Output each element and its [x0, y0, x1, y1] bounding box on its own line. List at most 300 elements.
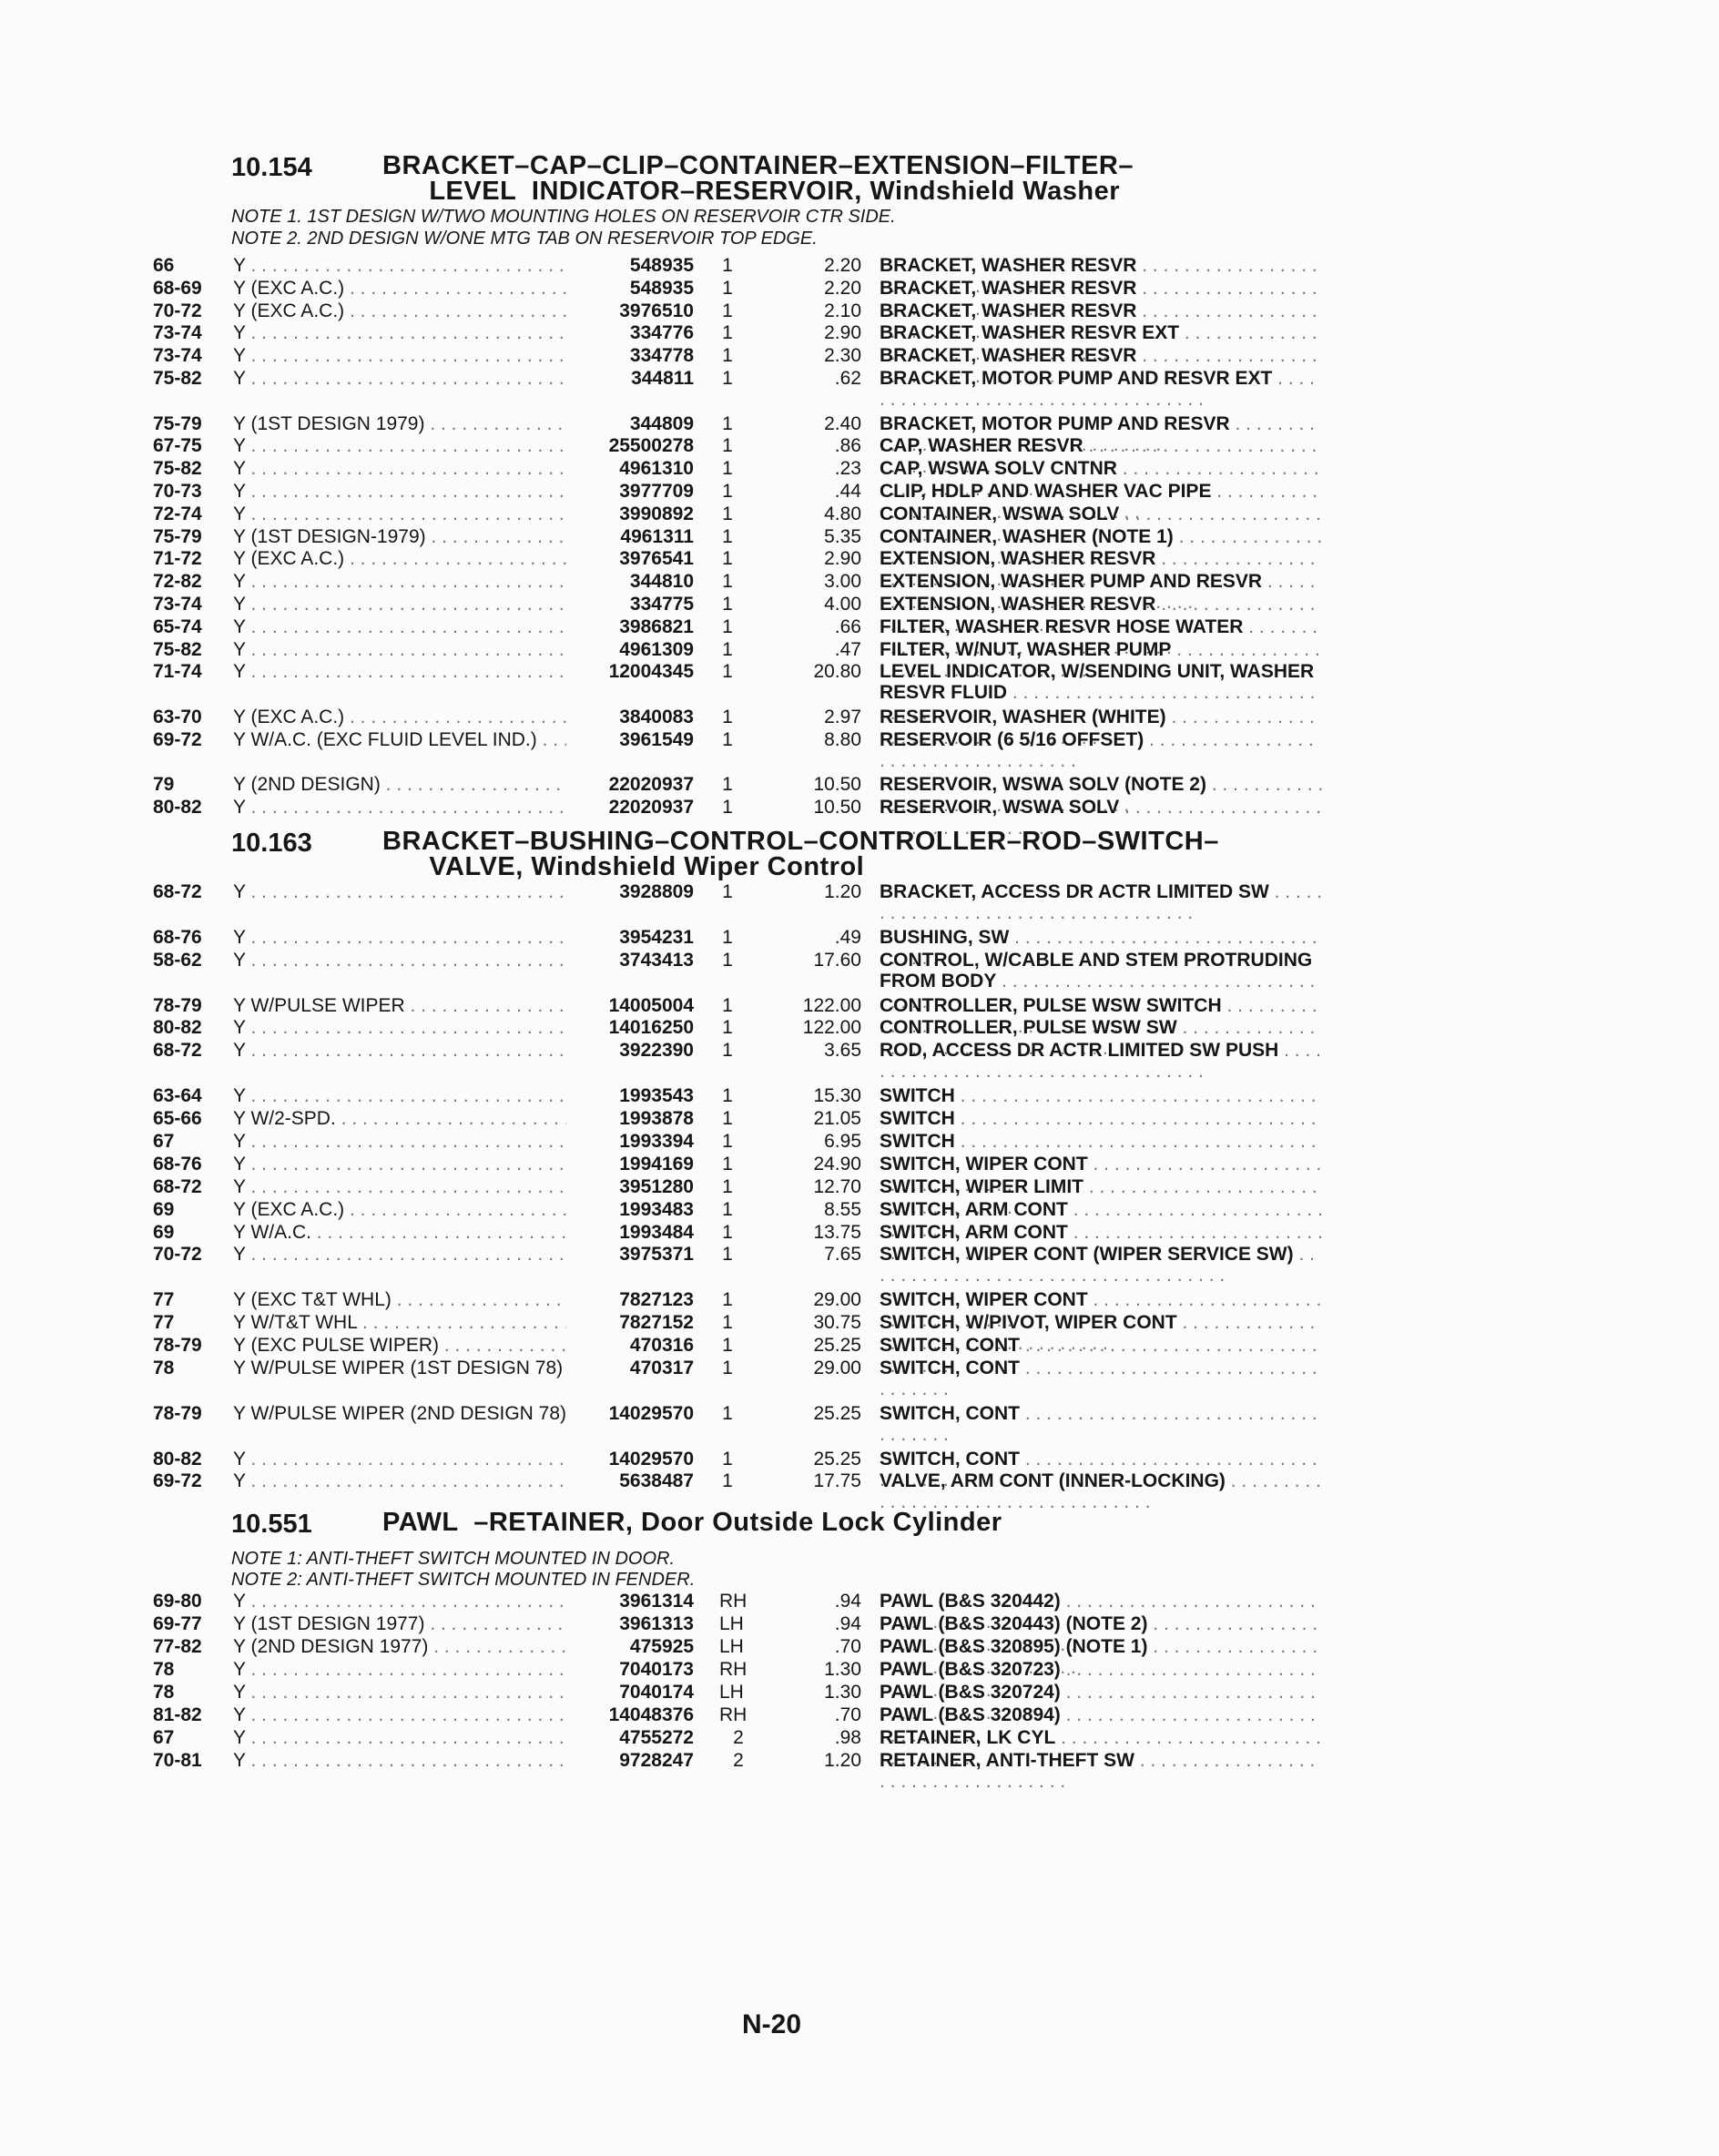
quantity: 1	[722, 1402, 733, 1424]
model-years: 73-74	[153, 345, 202, 367]
usage-code: Y (EXC A.C.) . . .	[233, 278, 566, 299]
price: 17.75	[813, 1470, 861, 1492]
quantity: 1	[722, 1221, 733, 1243]
model-years: 68-76	[153, 926, 202, 948]
quantity: 1	[722, 277, 733, 299]
model-years: 65-74	[153, 615, 202, 637]
part-number: 470316	[629, 1335, 694, 1356]
quantity: 1	[722, 1244, 733, 1266]
part-number: 1993483	[619, 1198, 694, 1220]
model-years: 79	[153, 774, 175, 796]
section-number: 10.551	[231, 1510, 312, 1539]
part-description: ROD, ACCESS DR ACTR LIMITED SW PUSH . . .	[880, 1040, 1324, 1082]
usage-code: Y . . .	[233, 881, 566, 902]
model-years: 80-82	[153, 1448, 202, 1470]
part-description: BRACKET, MOTOR PUMP AND RESVR . . .	[880, 413, 1324, 455]
quantity: 1	[722, 661, 733, 683]
part-number: 3961549	[619, 728, 694, 750]
price: 30.75	[813, 1312, 861, 1334]
usage-code: Y . . .	[233, 345, 566, 366]
section-title: PAWL –RETAINER, Door Outside Lock Cylinder	[382, 1508, 1002, 1537]
quantity: 1	[722, 1448, 733, 1470]
quantity: 1	[722, 1017, 733, 1039]
section-number: 10.163	[231, 829, 312, 858]
part-description: BRACKET, WASHER RESVR EXT . . .	[880, 322, 1324, 364]
usage-code: Y (EXC A.C.) . . .	[233, 300, 566, 321]
price: 2.10	[824, 300, 861, 321]
model-years: 69	[153, 1198, 175, 1220]
part-description: SWITCH, W/PIVOT, WIPER CONT . . .	[880, 1312, 1324, 1354]
part-description: PAWL (B&S 320894) . . .	[880, 1704, 1324, 1746]
price: 10.50	[813, 774, 861, 796]
part-number: 1993484	[619, 1221, 694, 1243]
usage-code: Y W/T&T WHL . . .	[233, 1312, 566, 1333]
part-description: PAWL (B&S 320443) (NOTE 2) . . .	[880, 1613, 1324, 1655]
price: 1.30	[824, 1659, 861, 1680]
model-years: 67-75	[153, 435, 202, 457]
page-number: N-20	[742, 2009, 802, 2039]
usage-code: Y . . .	[233, 1750, 566, 1771]
price: 7.65	[824, 1244, 861, 1266]
model-years: 71-74	[153, 661, 202, 683]
usage-code: Y . . .	[233, 661, 566, 682]
quantity: 1	[722, 1040, 733, 1062]
price: 122.00	[802, 1017, 861, 1039]
part-number: 14005004	[608, 994, 694, 1016]
quantity: 1	[722, 368, 733, 389]
part-number: 3951280	[619, 1175, 694, 1197]
usage-code: Y (1ST DESIGN 1977) . . .	[233, 1613, 566, 1634]
model-years: 69	[153, 1221, 175, 1243]
usage-code: Y . . .	[233, 503, 566, 524]
part-description: CAP, WASHER RESVR . . .	[880, 435, 1324, 477]
quantity: 1	[722, 458, 733, 480]
price: .70	[834, 1704, 861, 1725]
quantity: 1	[722, 300, 733, 321]
part-description: RETAINER, ANTI-THEFT SW . . .	[880, 1750, 1324, 1792]
quantity: 1	[722, 594, 733, 615]
usage-code: Y (1ST DESIGN 1979) . . .	[233, 413, 566, 434]
quantity: 1	[722, 881, 733, 902]
quantity: 1	[722, 1108, 733, 1129]
price: 1.20	[824, 881, 861, 902]
part-number: 334778	[629, 345, 694, 367]
part-number: 4755272	[619, 1727, 694, 1748]
part-description: SWITCH, WIPER CONT . . .	[880, 1154, 1324, 1195]
part-number: 3990892	[619, 503, 694, 524]
model-years: 75-79	[153, 412, 202, 434]
quantity: 1	[722, 322, 733, 344]
price: .44	[834, 481, 861, 502]
part-number: 334775	[629, 594, 694, 615]
quantity: 1	[722, 774, 733, 796]
part-description: EXTENSION, WASHER RESVR . . .	[880, 548, 1324, 590]
usage-code: Y . . .	[233, 1154, 566, 1175]
side-code: LH	[719, 1682, 744, 1703]
model-years: 77-82	[153, 1636, 202, 1657]
section-note: NOTE 2: ANTI-THEFT SWITCH MOUNTED IN FENDER.	[231, 1570, 696, 1590]
price: 2.20	[824, 255, 861, 276]
part-description: CONTROL, W/CABLE AND STEM PROTRUDING FROM BODY . . .	[880, 950, 1324, 1012]
part-description: LEVEL INDICATOR, W/SENDING UNIT, WASHER RESVR FLUID . . .	[880, 661, 1324, 724]
part-description: RESERVOIR, WSWA SOLV (NOTE 2) . . .	[880, 774, 1324, 816]
quantity: 1	[722, 615, 733, 637]
part-description: PAWL (B&S 320723) . . .	[880, 1659, 1324, 1701]
usage-code: Y (EXC A.C.) . . .	[233, 707, 566, 727]
model-years: 78-79	[153, 1335, 202, 1356]
quantity: 1	[722, 638, 733, 660]
quantity: 1	[722, 1312, 733, 1334]
part-description: SWITCH, WIPER CONT . . .	[880, 1289, 1324, 1331]
usage-code: Y W/A.C. (EXC FLUID LEVEL IND.) . . .	[233, 729, 566, 750]
part-number: 3976541	[619, 548, 694, 570]
price: .98	[834, 1727, 861, 1748]
usage-code: Y . . .	[233, 950, 566, 971]
part-number: 5638487	[619, 1470, 694, 1492]
model-years: 75-82	[153, 638, 202, 660]
model-years: 72-82	[153, 571, 202, 593]
quantity: 1	[722, 435, 733, 457]
usage-code: Y . . .	[233, 481, 566, 502]
usage-code: Y . . .	[233, 322, 566, 343]
usage-code: Y (EXC A.C.) . . .	[233, 1199, 566, 1220]
model-years: 58-62	[153, 949, 202, 971]
usage-code: Y W/PULSE WIPER . . .	[233, 995, 566, 1016]
usage-code: Y . . .	[233, 639, 566, 660]
price: 25.25	[813, 1402, 861, 1424]
usage-code: Y W/PULSE WIPER (1ST DESIGN 78) . . .	[233, 1358, 566, 1378]
part-number: 25500278	[608, 435, 694, 457]
usage-code: Y . . .	[233, 1244, 566, 1265]
usage-code: Y (EXC T&T WHL) . . .	[233, 1289, 566, 1310]
price: 8.80	[824, 728, 861, 750]
part-number: 3922390	[619, 1040, 694, 1062]
price: .23	[834, 458, 861, 480]
part-description: FILTER, WASHER RESVR HOSE WATER . . .	[880, 616, 1324, 658]
part-number: 3977709	[619, 481, 694, 502]
quantity: 1	[722, 949, 733, 971]
part-number: 3976510	[619, 300, 694, 321]
price: 20.80	[813, 661, 861, 683]
section-number: 10.154	[231, 153, 312, 182]
quantity: 1	[722, 994, 733, 1016]
model-years: 78	[153, 1682, 175, 1703]
part-description: CONTROLLER, PULSE WSW SWITCH . . .	[880, 995, 1324, 1037]
side-code: RH	[719, 1704, 747, 1725]
model-years: 69-72	[153, 1470, 202, 1492]
quantity: 1	[722, 926, 733, 948]
model-years: 68-69	[153, 277, 202, 299]
part-description: BUSHING, SW . . .	[880, 927, 1324, 969]
usage-code: Y . . .	[233, 1040, 566, 1061]
part-description: PAWL (B&S 320442) . . .	[880, 1591, 1324, 1632]
part-number: 14016250	[608, 1017, 694, 1039]
part-number: 3961313	[619, 1613, 694, 1634]
usage-code: Y . . .	[233, 1176, 566, 1197]
usage-code: Y W/2-SPD. . . .	[233, 1108, 566, 1129]
model-years: 67	[153, 1130, 175, 1152]
price: 122.00	[802, 994, 861, 1016]
section-note: NOTE 2. 2ND DESIGN W/ONE MTG TAB ON RESERVOIR TOP EDGE.	[231, 229, 818, 249]
model-years: 75-79	[153, 525, 202, 547]
usage-code: Y . . .	[233, 1682, 566, 1703]
price: 3.65	[824, 1040, 861, 1062]
usage-code: Y . . .	[233, 255, 566, 276]
usage-code: Y W/PULSE WIPER (2ND DESIGN 78) . . .	[233, 1403, 566, 1424]
price: 8.55	[824, 1198, 861, 1220]
part-description: FILTER, W/NUT, WASHER PUMP . . .	[880, 639, 1324, 681]
quantity: 1	[722, 1198, 733, 1220]
side-code: LH	[719, 1613, 744, 1634]
quantity: 1	[722, 503, 733, 524]
model-years: 68-76	[153, 1153, 202, 1175]
model-years: 77	[153, 1289, 175, 1311]
quantity: 1	[722, 571, 733, 593]
quantity: 1	[722, 1085, 733, 1107]
part-description: RESERVOIR (6 5/16 OFFSET) . . .	[880, 729, 1324, 771]
price: .94	[834, 1613, 861, 1634]
usage-code: Y . . .	[233, 435, 566, 456]
model-years: 75-82	[153, 368, 202, 389]
price: 1.30	[824, 1682, 861, 1703]
side-code: RH	[719, 1591, 747, 1612]
price: 2.90	[824, 548, 861, 570]
price: .47	[834, 638, 861, 660]
part-number: 3840083	[619, 707, 694, 727]
model-years: 65-66	[153, 1108, 202, 1129]
part-description: RESERVOIR, WASHER (WHITE) . . .	[880, 707, 1324, 748]
quantity: 2	[733, 1750, 744, 1771]
part-number: 7040173	[619, 1659, 694, 1680]
usage-code: Y . . .	[233, 1591, 566, 1612]
part-description: EXTENSION, WASHER RESVR . . .	[880, 594, 1324, 636]
price: 24.90	[813, 1153, 861, 1175]
part-number: 4961311	[620, 525, 694, 547]
price: 6.95	[824, 1130, 861, 1152]
part-description: SWITCH, CONT . . .	[880, 1358, 1324, 1399]
quantity: 1	[722, 797, 733, 819]
usage-code: Y (2ND DESIGN 1977) . . .	[233, 1636, 566, 1657]
price: .86	[834, 435, 861, 457]
quantity: 1	[722, 1357, 733, 1378]
model-years: 73-74	[153, 322, 202, 344]
part-number: 548935	[629, 255, 694, 276]
part-description: SWITCH . . .	[880, 1131, 1324, 1173]
part-number: 344810	[629, 571, 694, 593]
part-number: 7827123	[619, 1289, 694, 1311]
part-number: 1993878	[619, 1108, 694, 1129]
price: 29.00	[813, 1357, 861, 1378]
part-number: 9728247	[619, 1750, 694, 1771]
part-number: 7040174	[619, 1682, 694, 1703]
quantity: 1	[722, 1175, 733, 1197]
quantity: 1	[722, 525, 733, 547]
part-description: SWITCH, CONT . . .	[880, 1449, 1324, 1490]
usage-code: Y W/A.C. . . .	[233, 1222, 566, 1243]
part-number: 1993394	[619, 1130, 694, 1152]
usage-code: Y . . .	[233, 594, 566, 615]
quantity: 1	[722, 1289, 733, 1311]
part-description: SWITCH, WIPER LIMIT . . .	[880, 1176, 1324, 1218]
model-years: 78-79	[153, 1402, 202, 1424]
model-years: 71-72	[153, 548, 202, 570]
part-description: PAWL (B&S 320895) (NOTE 1) . . .	[880, 1636, 1324, 1678]
part-number: 548935	[629, 277, 694, 299]
part-number: 7827152	[619, 1312, 694, 1334]
part-number: 3961314	[619, 1591, 694, 1612]
price: 2.30	[824, 345, 861, 367]
price: 13.75	[813, 1221, 861, 1243]
part-description: BRACKET, WASHER RESVR . . .	[880, 300, 1324, 342]
quantity: 1	[722, 1153, 733, 1175]
price: 12.70	[813, 1175, 861, 1197]
model-years: 70-72	[153, 1244, 202, 1266]
part-description: BRACKET, ACCESS DR ACTR LIMITED SW . . .	[880, 881, 1324, 923]
quantity: 1	[722, 1335, 733, 1356]
price: 4.00	[824, 594, 861, 615]
model-years: 77	[153, 1312, 175, 1334]
part-number: 14048376	[608, 1704, 694, 1725]
part-number: 3743413	[619, 949, 694, 971]
model-years: 72-74	[153, 503, 202, 524]
model-years: 73-74	[153, 594, 202, 615]
usage-code: Y . . .	[233, 1659, 566, 1680]
price: .62	[834, 368, 861, 389]
model-years: 80-82	[153, 1017, 202, 1039]
usage-code: Y . . .	[233, 458, 566, 479]
usage-code: Y . . .	[233, 797, 566, 818]
part-description: SWITCH . . .	[880, 1108, 1324, 1150]
price: .70	[834, 1636, 861, 1657]
part-description: BRACKET, WASHER RESVR . . .	[880, 345, 1324, 387]
section-note: NOTE 1. 1ST DESIGN W/TWO MOUNTING HOLES ON RESERVOIR CTR SIDE.	[231, 207, 896, 227]
section-title: BRACKET–BUSHING–CONTROL–CONTROLLER–ROD–SWITCH– VALVE, Windshield Wiper Control	[382, 827, 1219, 881]
part-description: PAWL (B&S 320724) . . .	[880, 1682, 1324, 1724]
price: 15.30	[813, 1085, 861, 1107]
usage-code: Y (EXC A.C.) . . .	[233, 548, 566, 569]
part-number: 470317	[629, 1357, 694, 1378]
model-years: 67	[153, 1727, 175, 1748]
quantity: 1	[722, 412, 733, 434]
price: 3.00	[824, 571, 861, 593]
part-number: 4961309	[619, 638, 694, 660]
usage-code: Y (2ND DESIGN) . . .	[233, 774, 566, 795]
part-description: EXTENSION, WASHER PUMP AND RESVR . . .	[880, 571, 1324, 613]
price: 2.40	[824, 412, 861, 434]
quantity: 1	[722, 481, 733, 502]
quantity: 1	[722, 728, 733, 750]
usage-code: Y . . .	[233, 1727, 566, 1748]
price: 17.60	[813, 949, 861, 971]
usage-code: Y . . .	[233, 616, 566, 637]
model-years: 66	[153, 255, 175, 276]
model-years: 78	[153, 1659, 175, 1680]
usage-code: Y . . .	[233, 1085, 566, 1106]
model-years: 70-81	[153, 1750, 202, 1771]
part-number: 334776	[629, 322, 694, 344]
part-number: 344811	[631, 368, 694, 389]
usage-code: Y (1ST DESIGN-1979) . . .	[233, 526, 566, 547]
quantity: 1	[722, 707, 733, 727]
section-note: NOTE 1: ANTI-THEFT SWITCH MOUNTED IN DOOR.	[231, 1549, 676, 1569]
model-years: 68-72	[153, 1040, 202, 1062]
part-description: BRACKET, WASHER RESVR . . .	[880, 255, 1324, 297]
side-code: LH	[719, 1636, 744, 1657]
model-years: 70-73	[153, 481, 202, 502]
usage-code: Y . . .	[233, 368, 566, 389]
usage-code: Y . . .	[233, 927, 566, 948]
part-description: CLIP, HDLP AND WASHER VAC PIPE . . .	[880, 481, 1324, 523]
part-description: RESERVOIR, WSWA SOLV . . .	[880, 797, 1324, 839]
quantity: 1	[722, 1130, 733, 1152]
part-description: BRACKET, WASHER RESVR . . .	[880, 278, 1324, 320]
part-description: SWITCH, CONT . . .	[880, 1335, 1324, 1377]
part-number: 12004345	[608, 661, 694, 683]
part-number: 22020937	[608, 774, 694, 796]
price: 25.25	[813, 1448, 861, 1470]
price: 21.05	[813, 1108, 861, 1129]
part-number: 22020937	[608, 797, 694, 819]
price: 5.35	[824, 525, 861, 547]
model-years: 75-82	[153, 458, 202, 480]
price: 2.90	[824, 322, 861, 344]
model-years: 69-77	[153, 1613, 202, 1634]
quantity: 1	[722, 548, 733, 570]
section-title: BRACKET–CAP–CLIP–CONTAINER–EXTENSION–FILTER– LEVEL INDICATOR–RESERVOIR, Windshield Washer	[382, 151, 1134, 206]
part-description: SWITCH, CONT . . .	[880, 1403, 1324, 1445]
usage-code: Y . . .	[233, 1017, 566, 1038]
part-number: 14029570	[608, 1402, 694, 1424]
part-number: 14029570	[608, 1448, 694, 1470]
part-description: SWITCH, WIPER CONT (WIPER SERVICE SW) . . .	[880, 1244, 1324, 1286]
part-description: SWITCH, ARM CONT . . .	[880, 1199, 1324, 1241]
usage-code: Y . . .	[233, 1470, 566, 1491]
part-number: 3975371	[619, 1244, 694, 1266]
price: .49	[834, 926, 861, 948]
part-description: SWITCH, ARM CONT . . .	[880, 1222, 1324, 1264]
model-years: 68-72	[153, 881, 202, 902]
usage-code: Y . . .	[233, 1131, 566, 1152]
model-years: 68-72	[153, 1175, 202, 1197]
part-description: VALVE, ARM CONT (INNER-LOCKING) . . .	[880, 1470, 1324, 1512]
part-number: 3928809	[619, 881, 694, 902]
quantity: 1	[722, 1470, 733, 1492]
usage-code: Y (EXC PULSE WIPER) . . .	[233, 1335, 566, 1356]
part-number: 3954231	[619, 926, 694, 948]
model-years: 81-82	[153, 1704, 202, 1725]
part-number: 1993543	[619, 1085, 694, 1107]
price: 2.97	[824, 707, 861, 727]
quantity: 1	[722, 345, 733, 367]
usage-code: Y . . .	[233, 1704, 566, 1725]
part-description: BRACKET, MOTOR PUMP AND RESVR EXT . . .	[880, 368, 1324, 410]
part-number: 1994169	[619, 1153, 694, 1175]
part-description: CAP, WSWA SOLV CNTNR . . .	[880, 458, 1324, 500]
model-years: 70-72	[153, 300, 202, 321]
quantity: 1	[722, 255, 733, 276]
part-number: 344809	[629, 412, 694, 434]
side-code: RH	[719, 1659, 747, 1680]
model-years: 80-82	[153, 797, 202, 819]
price: 1.20	[824, 1750, 861, 1771]
quantity: 2	[733, 1727, 744, 1748]
price: 10.50	[813, 797, 861, 819]
part-number: 3986821	[619, 615, 694, 637]
model-years: 78-79	[153, 994, 202, 1016]
price: 25.25	[813, 1335, 861, 1356]
usage-code: Y . . .	[233, 1449, 566, 1470]
part-description: CONTAINER, WASHER (NOTE 1) . . .	[880, 526, 1324, 568]
